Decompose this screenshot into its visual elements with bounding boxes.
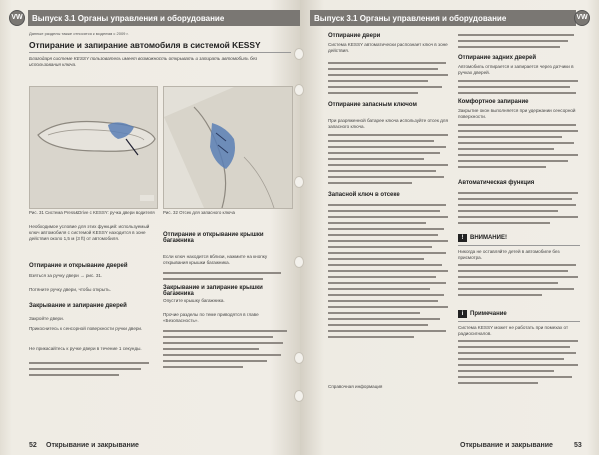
r-col2-subheading-2: Комфортное запирание — [458, 99, 529, 105]
binder-hole — [294, 176, 304, 188]
col2-subheading-trunk-open: Отпирание и открывание крышки багажника — [163, 232, 264, 244]
col1-bullet-4: Прикоснитесь к сенсорной поверхности ручки двери. — [29, 326, 143, 331]
col1-subheading-close: Закрывание и запирание дверей — [29, 303, 127, 309]
r-col1-text-2 — [328, 134, 450, 188]
note-heading — [458, 310, 507, 318]
r-col1-text-1 — [328, 62, 450, 98]
left-footer-section: Открывание и закрывание — [46, 442, 139, 449]
warning-label: ВНИМАНИЕ! — [470, 235, 507, 241]
figure-1-caption: Рис. 31 Система Press&Drive с KESSY: ручка двери водителя — [29, 210, 155, 215]
note-icon: i — [458, 310, 467, 318]
col1-bullet-2: Потяните ручку двери, чтобы открыть. — [29, 287, 111, 292]
warning-text: Никогда не оставляйте детей в автомобиле без присмотра. — [458, 249, 560, 260]
binder-hole — [294, 352, 304, 364]
col2-subheading-trunk-close: Закрывание и запирание крышки багажника — [163, 285, 263, 297]
left-page-title: Отпирание и запирание автомобиля в системой KESSY — [29, 40, 261, 50]
r-col1-text-3 — [328, 204, 450, 342]
binder-hole — [294, 48, 304, 60]
col2-paragraph-2: Опустите крышку багажника. — [163, 298, 225, 303]
col1-subheading-open: Отпирание и открывание дверей — [29, 263, 128, 269]
warning-heading — [458, 234, 507, 242]
r-col2-paragraph-2: Закрытие окон выполняется при удержании сенсорной поверхности. — [458, 108, 576, 119]
r-col1-heading: Отпирание двери — [328, 33, 381, 39]
col2-more-text-1 — [163, 272, 291, 284]
col2-more-text-2 — [163, 330, 291, 372]
left-small-note: Данные разделы также относятся к моделям с 2009 г. — [29, 31, 129, 36]
r-col2-subheading-3: Автоматическая функция — [458, 180, 535, 186]
figure-door-handle — [29, 86, 158, 209]
r-col2-text-3 — [458, 192, 580, 228]
note-more-text — [458, 340, 580, 388]
figure-key-slot — [163, 86, 293, 209]
vw-logo-icon: VW — [574, 10, 590, 26]
r-col2-text-1 — [458, 80, 580, 98]
r-col1-footnote: Справочная информация — [328, 384, 383, 389]
note-label: Примечание — [470, 311, 507, 317]
col1-paragraph: Необходимое условие для этих функций: используемый ключ автомобиля с системой KESSY находится в зоне действия около 1,5 м (3 ft) от автомобиля. — [29, 224, 150, 241]
r-col1-subheading-3: Запасной ключ в отсеке — [328, 192, 400, 198]
col1-more-text — [29, 362, 157, 380]
r-col2-subheading-1: Отпирание задних дверей — [458, 55, 537, 61]
binder-hole — [294, 256, 304, 268]
vw-logo-icon: VW — [9, 10, 25, 26]
left-intro: Благодаря системе KESSY пользователь имеет возможность открывать и запирать автомобиль без использования ключа. — [29, 56, 258, 67]
col2-paragraph-3: Прочие разделы по теме приводятся в главе «Безопасность». — [163, 312, 259, 323]
col1-bullet-1: Взяться за ручку двери → рис. 31. — [29, 273, 103, 278]
col2-paragraph-1: Если ключ находится вблизи, нажмите на кнопку открывания крышки багажника. — [163, 254, 268, 265]
col1-bullet-3: Закройте двери. — [29, 316, 64, 321]
right-footer-section: Открывание и закрывание — [460, 442, 553, 449]
title-rule — [29, 52, 291, 53]
left-page-header: Выпуск 3.1 Органы управления и оборудование — [28, 10, 300, 26]
note-rule — [458, 321, 580, 322]
r-col2-text-0 — [458, 34, 580, 52]
r-col2-paragraph-1: Автомобиль отпирается и запирается через датчики в ручках дверей. — [458, 64, 574, 75]
right-page — [300, 0, 599, 455]
right-page-number: 53 — [574, 442, 582, 449]
note-text: Система KESSY может не работать при помехах от радиосигналов. — [458, 325, 569, 336]
figure-2-caption: Рис. 32 Отсек для запасного ключа — [163, 210, 235, 215]
r-col1-paragraph-2: При разряженной батарее ключа используйте отсек для запасного ключа. — [328, 118, 448, 129]
left-page-number: 52 — [29, 442, 37, 449]
warning-more-text — [458, 264, 580, 300]
warning-rule — [458, 245, 580, 246]
binder-hole — [294, 390, 304, 402]
warning-icon: ! — [458, 234, 467, 242]
right-page-header: Выпуск 3.1 Органы управления и оборудование — [310, 10, 576, 26]
r-col1-paragraph-1: Система KESSY автоматически распознает ключ в зоне действия. — [328, 42, 448, 53]
col1-bullet-5: Не прикасайтесь к ручке двери в течение 1 секунды. — [29, 346, 142, 351]
r-col2-text-2 — [458, 124, 580, 172]
r-col1-subheading-2: Отпирание запасным ключом — [328, 102, 417, 108]
binder-hole — [294, 84, 304, 96]
